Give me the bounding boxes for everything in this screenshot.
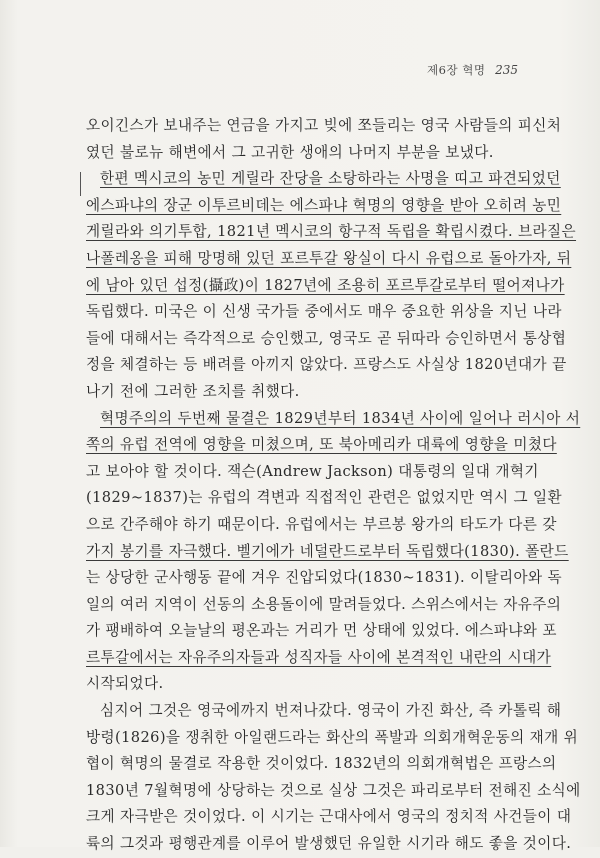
- text-line-underlined: 한편 멕시코의 농민 게릴라 잔당을 소탕하라는 사명을 띠고 파견되었던: [100, 170, 561, 188]
- text-line: 1830년 7월혁명에 상당하는 것으로 실상 그것은 파리로부터 전해진 소식에: [86, 781, 581, 799]
- text-line: 정을 체결하는 등 배려를 아끼지 않았다. 프랑스도 사실상 1820년대가 끝: [86, 356, 567, 374]
- chapter-title: 제6장 혁명: [427, 63, 486, 77]
- page-number: 235: [495, 63, 518, 77]
- text-line-underlined: 에스파냐의 장군 이투르비데는 에스파냐 혁명의 영향을 받아 오히려 농민: [86, 196, 562, 214]
- text-line-underlined: 가지 봉기를 자극했다. 벨기에가 네덜란드로부터 독립했다(1830). 폴란드: [86, 542, 569, 560]
- text-line: 크게 자극받은 것이었다. 이 시기는 근대사에서 영국의 정치적 사건들이 대: [86, 808, 572, 826]
- running-head: [427, 62, 518, 78]
- text-line-underlined: 게릴라와 의기투합, 1821년 멕시코의 항구적 독립을 확립시켰다. 브라질은: [86, 223, 577, 241]
- text-line: 심지어 그것은 영국에까지 번져나갔다. 영국이 가진 화산, 즉 카톨릭 해: [100, 702, 562, 720]
- text-line: 가 팽배하여 오늘날의 평온과는 거리가 먼 상태에 있었다. 에스파냐와 포: [86, 622, 557, 640]
- text-line: 방령(1826)을 쟁취한 아일랜드라는 화산의 폭발과 의회개혁운동의 재개 위: [86, 728, 579, 746]
- text-line-underlined: 에 남아 있던 섭정(攝政)이 1827년에 조용히 포르투갈로부터 떨어져나가: [86, 276, 565, 294]
- text-line: 고 보아야 할 것이다. 잭슨(Andrew Jackson) 대통령의 일대 개혁기: [86, 462, 539, 480]
- text-line: (1829∼1837)는 유럽의 격변과 직접적인 관련은 없었지만 역시 그 일환: [86, 489, 563, 507]
- text-line: 일의 여러 지역이 선동의 소용돌이에 말려들었다. 스위스에서는 자유주의: [86, 595, 562, 613]
- handwritten-margin-bracket: [80, 172, 81, 196]
- text-line: 는 상당한 군사행동 끝에 겨우 진압되었다(1830∼1831). 이탈리아와 독: [86, 569, 563, 587]
- text-line: 륙의 그것과 평행관계를 이루어 발생했던 유일한 시기라 해도 좋을 것이다.: [86, 835, 572, 853]
- body-text: [86, 113, 581, 858]
- text-line-underlined: 나폴레옹을 피해 망명해 있던 포르투갈 왕실이 다시 유럽으로 돌아가자, 뒤: [86, 249, 572, 267]
- text-line: 오이긴스가 보내주는 연금을 가지고 빚에 쪼들리는 영국 사람들의 피신처: [86, 117, 562, 134]
- text-line-underlined: 쪽의 유럽 전역에 영향을 미쳤으며, 또 북아메리카 대륙에 영향을 미쳤다: [86, 436, 557, 454]
- text-line: 였던 불로뉴 해변에서 그 고귀한 생애의 나머지 부분을 보냈다.: [86, 143, 494, 161]
- text-line: 나기 전에 그러한 조치를 취했다.: [86, 382, 300, 400]
- text-line: 독립했다. 미국은 이 신생 국가들 중에서도 매우 중요한 위상을 지닌 나라: [86, 303, 562, 321]
- text-line: 으로 간주해야 하기 때문이다. 유럽에서는 부르봉 왕가의 타도가 다른 갖: [86, 515, 557, 533]
- text-line: 시작되었다.: [86, 675, 164, 693]
- text-line: 들에 대해서는 즉각적으로 승인했고, 영국도 곧 뒤따라 승인하면서 통상협: [86, 329, 567, 347]
- text-line: 협이 혁명의 물결로 작용한 것이었다. 1832년의 의회개혁법은 프랑스의: [86, 755, 557, 773]
- text-line-underlined: 르투갈에서는 자유주의자들과 성직자들 사이에 본격적인 내란의 시대가: [86, 648, 552, 666]
- text-line-underlined: 혁명주의의 두번째 물결은 1829년부터 1834년 사이에 일어나 러시아 서: [100, 409, 581, 427]
